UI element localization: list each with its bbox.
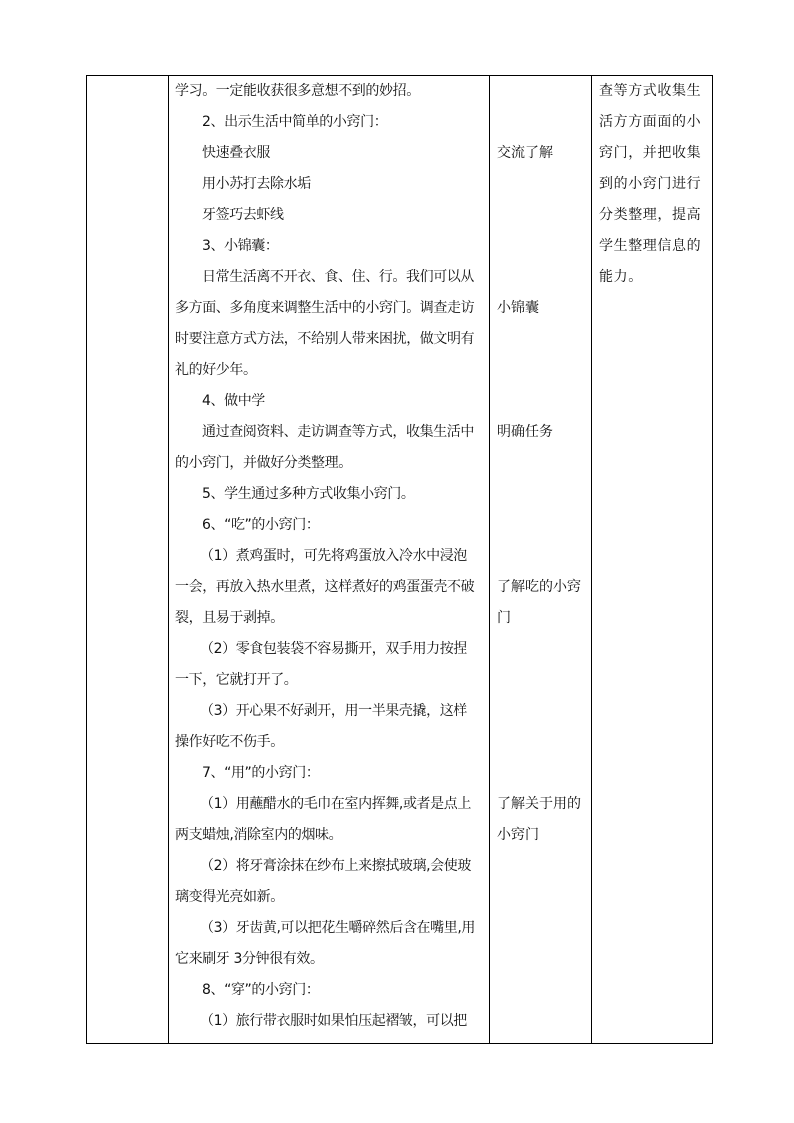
content-line: （3）开心果不好剥开，用一半果壳撬，这样 [200, 703, 467, 719]
content-line: 的小窍门，并做好分类整理。 [175, 455, 352, 471]
content-line: 一下，它就打开了。 [175, 672, 298, 688]
design-intent-line: 学生整理信息的 [599, 238, 702, 254]
design-intent-lines [592, 76, 712, 293]
activity-label: 小锦囊 [497, 300, 539, 316]
content-line: 礼的好少年。 [175, 362, 257, 378]
content-line: （2）零食包装袋不容易撕开，双手用力按捏 [200, 641, 467, 657]
content-line: 一会，再放入热水里煮，这样煮好的鸡蛋蛋壳不破 [175, 579, 475, 595]
content-line: 通过查阅资料、走访调查等方式，收集生活中 [202, 424, 474, 440]
table-row [87, 76, 713, 1044]
content-line: （2）将牙膏涂抹在纱布上来擦拭玻璃,会使玻 [200, 858, 471, 874]
activity-label: 交流了解 [497, 145, 553, 161]
activity-label: 明确任务 [497, 424, 553, 440]
activity-label: 小窍门 [497, 827, 539, 843]
content-line: 4、做中学 [202, 393, 265, 409]
activity-label: 了解吃的小窍 [497, 579, 581, 595]
content-line: 裂，且易于剥掉。 [175, 610, 284, 626]
content-line: 日常生活离不开衣、食、住、行。我们可以从 [202, 269, 474, 285]
content-line: 两支蜡烛,消除室内的烟味。 [175, 827, 343, 843]
content-line: 用小苏打去除水垢 [202, 176, 311, 192]
content-line: 操作好吃不伤手。 [175, 734, 284, 750]
design-intent-line: 能力。 [599, 269, 643, 285]
design-intent-line: 窍门，并把收集 [599, 145, 702, 161]
content-line: 璃变得光亮如新。 [175, 889, 284, 905]
content-line: （3）牙齿黄,可以把花生嚼碎然后含在嘴里,用 [200, 920, 476, 936]
content-line: （1）旅行带衣服时如果怕压起褶皱，可以把 [200, 1013, 467, 1029]
content-line: 3、小锦囊： [202, 238, 279, 254]
content-line: （1）用蘸醋水的毛巾在室内挥舞,或者是点上 [200, 796, 471, 812]
design-intent-line: 活方方面面的小 [599, 114, 702, 130]
content-line: 时要注意方式方法，不给别人带来困扰，做文明有 [175, 331, 475, 347]
design-intent-cell [592, 76, 713, 1044]
teaching-content-cell [169, 76, 490, 1044]
content-line: 5、学生通过多种方式收集小窍门。 [202, 486, 415, 502]
section-label-cell [87, 76, 169, 1044]
content-line: 它来刷牙 3分钟很有效。 [175, 951, 324, 967]
content-line: 多方面、多角度来调整生活中的小窍门。调查走访 [175, 300, 475, 316]
activity-label: 了解关于用的 [497, 796, 581, 812]
content-line: 7、“用”的小窍门： [202, 765, 320, 781]
content-line: 6、“吃”的小窍门： [202, 517, 320, 533]
content-line: 牙签巧去虾线 [202, 207, 284, 223]
teaching-content-lines [169, 76, 489, 1037]
content-line: （1）煮鸡蛋时，可先将鸡蛋放入冷水中浸泡 [200, 548, 467, 564]
content-line: 2、出示生活中简单的小窍门： [202, 114, 388, 130]
design-intent-line: 查等方式收集生 [599, 83, 702, 99]
student-activity-cell [490, 76, 592, 1044]
content-line: 学习。一定能收获很多意想不到的妙招。 [175, 83, 420, 99]
activity-label: 门 [497, 610, 511, 626]
lesson-plan-table [86, 75, 713, 1044]
design-intent-line: 分类整理，提高 [599, 207, 702, 223]
content-line: 快速叠衣服 [202, 145, 270, 161]
design-intent-line: 到的小窍门进行 [599, 176, 702, 192]
content-line: 8、“穿”的小窍门： [202, 982, 320, 998]
